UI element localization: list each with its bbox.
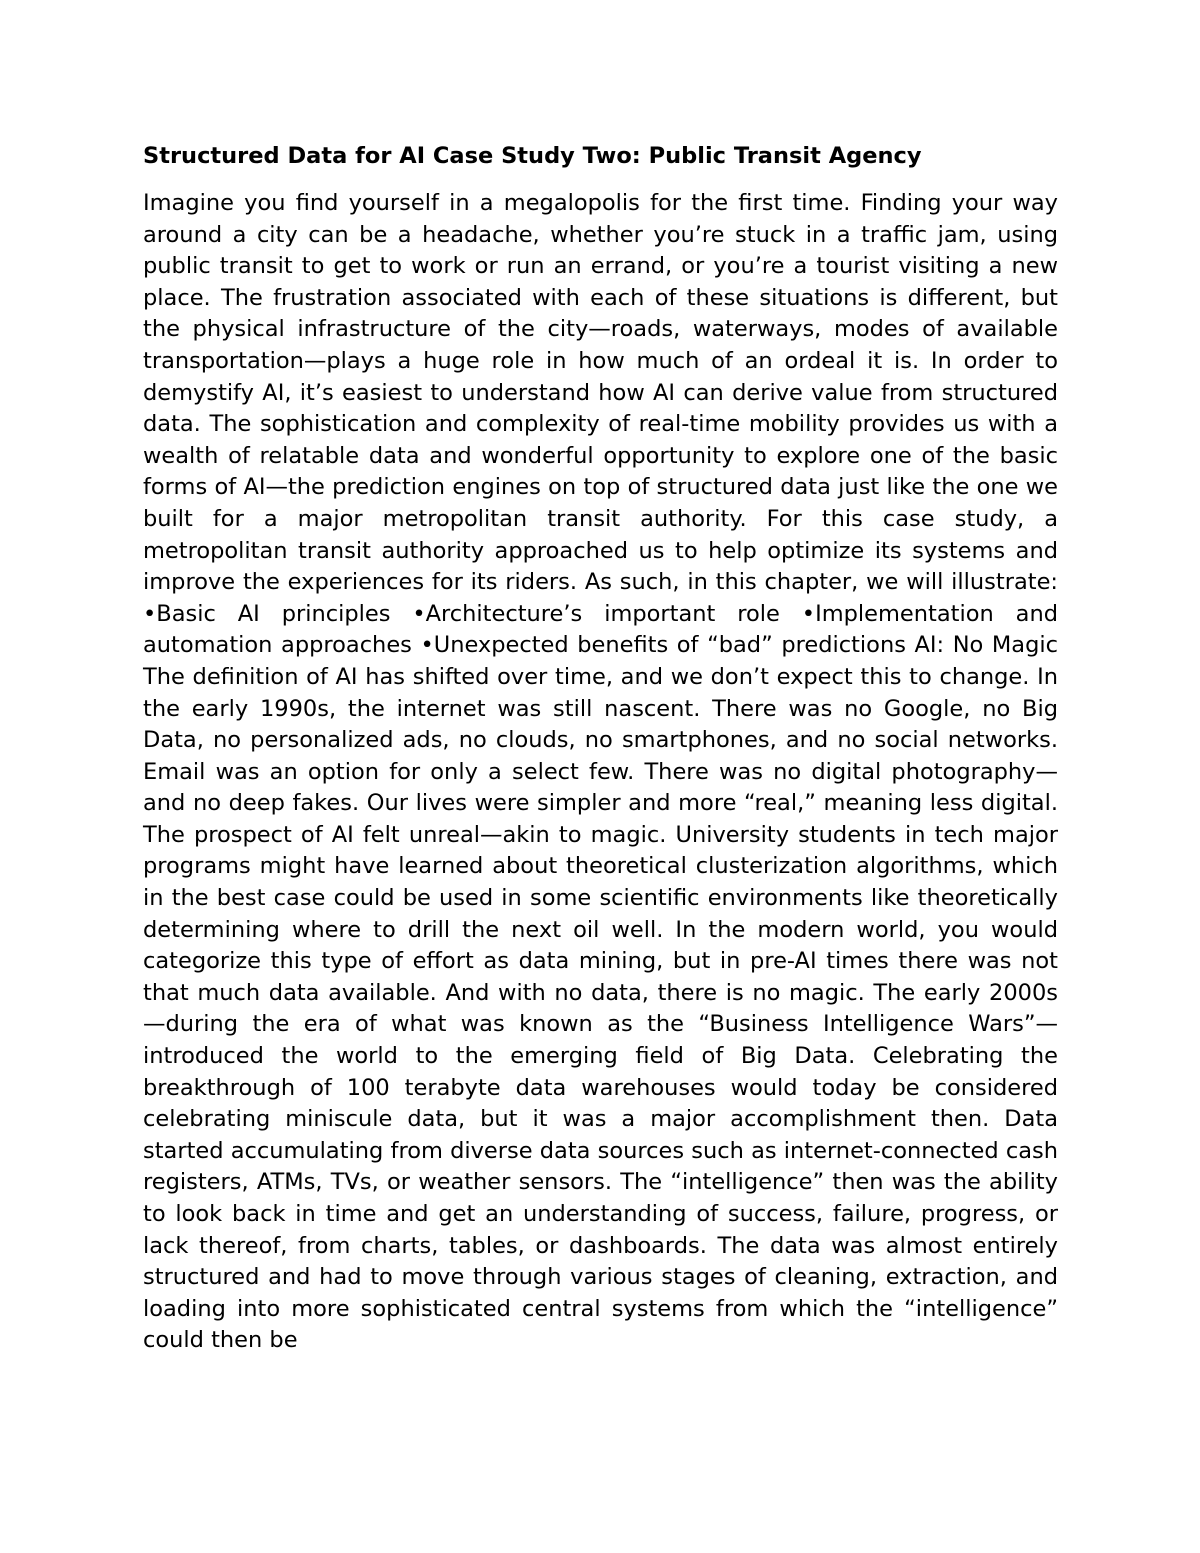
document-body-paragraph: Imagine you find yourself in a megalopolis for the first time. Finding your way around a city can be a headache, whether you’re stuck in a traffic jam, using public transit to get to work or run an errand, or you’re a tourist visiting a new place. The frustration associated with each of these situations is different, but the physical infrastructure of the city—roads, waterways, modes of available transportation—plays a huge role in how much of an ordeal it is. In order to demystify AI, it’s easiest to understand how AI can derive value from structured data. The sophistication and complexity of real-time mobility provides us with a wealth of relatable data and wonderful opportunity to explore one of the basic forms of AI—the prediction engines on top of structured data just like the one we built for a major metropolitan transit authority. For this case study, a metropolitan transit authority approached us to help optimize its systems and improve the experiences for its riders. As such, in this chapter, we will illustrate: •Basic AI principles •Architecture’s important role •Implementation and automation approaches •Unexpected benefits of “bad” predictions AI: No Magic The definition of AI has shifted over time, and we don’t expect this to change. In the early 1990s, the internet was still nascent. There was no Google, no Big Data, no personalized ads, no clouds, no smartphones, and no social networks. Email was an option for only a select few. There was no digital photography—and no deep fakes. Our lives were simpler and more “real,” meaning less digital. The prospect of AI felt unreal—akin to magic. University students in tech major programs might have learned about theoretical clusterization algorithms, which in the best case could be used in some scientific environments like theoretically determining where to drill the next oil well. In the modern world, you would categorize this type of effort as data mining, but in pre-AI times there was not that much data available. And with no data, there is no magic. The early 2000s—during the era of what was known as the “Business Intelligence Wars”—introduced the world to the emerging field of Big Data. Celebrating the breakthrough of 100 terabyte data warehouses would today be considered celebrating miniscule data, but it was a major accomplishment then. Data started accumulating from diverse data sources such as internet-connected cash registers, ATMs, TVs, or weather sensors. The “intelligence” then was the ability to look back in time and get an understanding of success, failure, progress, or lack thereof, from charts, tables, or dashboards. The data was almost entirely structured and had to move through various stages of cleaning, extraction, and loading into more sophisticated central systems from which the “intelligence” could then be — [143, 190, 1058, 1354]
document-title: Structured Data for AI Case Study Two: Public Transit Agency — [143, 143, 922, 169]
document-content — [143, 140, 1058, 1357]
